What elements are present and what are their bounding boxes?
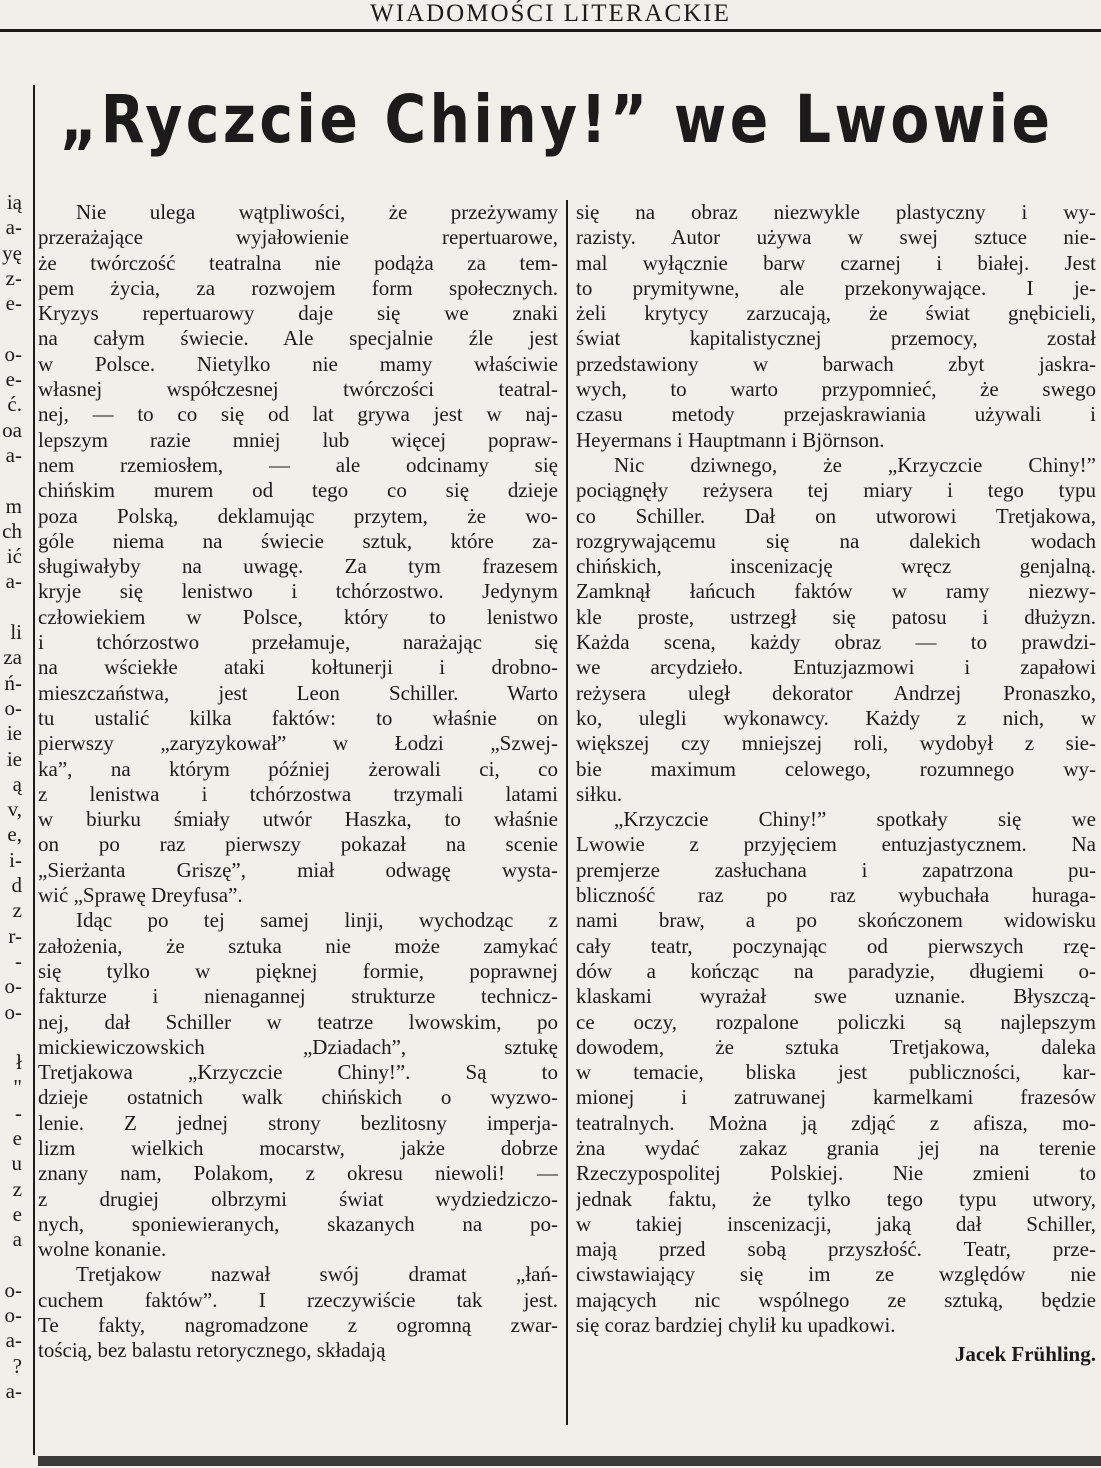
- margin-fragment: z: [12, 1176, 22, 1201]
- text-line: wolne konanie.: [38, 1237, 167, 1262]
- text-line: przerażające wyjałowienie repertuarowe,: [38, 225, 558, 250]
- text-line: się na obraz niezwykle plastyczny i wy-: [576, 200, 1096, 224]
- text-line: „Krzyczcie Chiny!” spotkały się we: [614, 807, 1096, 832]
- text-line: mają przed sobą przyszłość. Teatr, prze-: [576, 1237, 1096, 1262]
- text-line: Heyermans i Hauptmann i Björnson.: [576, 427, 885, 452]
- margin-fragment: [0, 1252, 22, 1277]
- text-line: razisty. Autor używa w swej sztuce nie-: [576, 225, 1096, 250]
- text-line: Nic dziwnego, że „Krzyczcie Chiny!”: [614, 452, 1096, 477]
- margin-fragment: ą: [12, 771, 22, 796]
- masthead: WIADOMOŚCI LITERACKIE: [370, 0, 731, 27]
- text-line: sługiwałyby na uwagę. Za tym frazesem: [38, 554, 558, 579]
- text-line: na wściekłe ataki kołtunerji i drobno-: [38, 655, 558, 680]
- text-line: Nie ulega wątpliwości, że przeżywamy: [76, 200, 558, 224]
- margin-fragment: ł: [16, 1050, 22, 1075]
- next-article-heading-fragment: [38, 1456, 1101, 1466]
- margin-fragment: e-: [5, 367, 22, 392]
- text-line: rozgrywającemu się na dalekich wodach: [576, 528, 1096, 553]
- text-line: nej, dał Schiller w teatrze lwowskim, po: [38, 1009, 558, 1034]
- margin-fragment: a: [12, 1227, 22, 1252]
- text-line: nej, — to co się od lat grywa jest w naj-: [38, 402, 558, 427]
- margin-fragment: [0, 1025, 22, 1050]
- text-line: kle proste, ustrzegł się patosu i dłużyzn.: [576, 604, 1096, 629]
- article-title: „Ryczcie Chiny!” we Lwowie: [60, 81, 1054, 158]
- text-line: mieszczaństwa, jest Leon Schiller. Warto: [38, 680, 558, 705]
- text-line: bie maximum celowego, rozumnego wy-: [576, 756, 1096, 781]
- margin-fragment: a-: [5, 1378, 22, 1403]
- text-line: pociągnęły reżysera tej miary i tego typu: [576, 478, 1096, 503]
- text-line: nych, sponiewieranych, skazanych na po-: [38, 1211, 558, 1236]
- text-line: lenie. Z jednej strony bezlitosny imperja-: [38, 1110, 558, 1135]
- text-line: czasu metody przejaskrawiania używali i: [576, 402, 1096, 427]
- text-line: dowodem, że sztuka Tretjakowa, daleka: [576, 1034, 1096, 1059]
- margin-fragment: e,: [7, 822, 22, 847]
- text-line: nem rzemiosłem, — ale odcinamy się: [38, 452, 558, 477]
- text-line: przedstawiony w barwach zbyt jaskra-: [576, 351, 1096, 376]
- margin-fragment: ń-: [4, 670, 22, 695]
- masthead-rule: [0, 29, 1101, 32]
- text-line: z lenistwa i tchórzostwa trzymali latami: [38, 781, 558, 806]
- text-line: tością, bez balastu retorycznego, składają: [38, 1338, 386, 1363]
- text-line: ko, ulegli wykonawcy. Każdy z nich, w: [576, 705, 1096, 730]
- text-line: w temacie, bliska jest publiczności, kar-: [576, 1060, 1096, 1085]
- text-line: Tretjakowa „Krzyczcie Chiny!”. Są to: [38, 1060, 558, 1085]
- margin-fragment: d: [11, 873, 22, 898]
- margin-fragment: o-: [4, 974, 22, 999]
- text-line: pierwszy „zaryzykował” w Łodzi „Szwej-: [38, 731, 558, 756]
- text-line: mionej i zatruwanej karmelkami frazesów: [576, 1085, 1096, 1110]
- column-rule-middle: [566, 200, 568, 1425]
- text-line: lepszym razie mniej lub więcej popraw-: [38, 427, 558, 452]
- text-line: fakturze i nienagannej strukturze technicz-: [38, 984, 558, 1009]
- margin-fragment: a-: [5, 1328, 22, 1353]
- text-line: Zamknął łańcuch faktów w ramy niezwy-: [576, 579, 1096, 604]
- text-line: tu ustalić kilka faktów: to właśnie on: [38, 705, 558, 730]
- text-line: cały teatr, poczynając od pierwszych rzę-: [576, 933, 1096, 958]
- margin-fragment: m: [5, 493, 22, 518]
- article-column-right: [576, 200, 1096, 1368]
- margin-fragment: ch: [2, 518, 22, 543]
- text-line: mających nic wspólnego ze sztuką, będzie: [576, 1287, 1096, 1312]
- text-line: na całym świecie. Ale specjalnie źle jest: [38, 326, 558, 351]
- text-line: znany nam, Polakom, z okresu niewoli! —: [38, 1161, 558, 1186]
- text-line: wych, to warto przypomnieć, że swego: [576, 377, 1096, 402]
- margin-fragment: z-: [5, 265, 22, 290]
- text-line: się tylko w pięknej formie, poprawnej: [38, 958, 558, 983]
- text-line: cuchem faktów”. I rzeczywiście tak jest.: [38, 1287, 558, 1312]
- margin-fragment: za: [3, 645, 22, 670]
- margin-fragment: o-: [4, 341, 22, 366]
- text-line: Każda scena, każdy obraz — to prawdzi-: [576, 630, 1096, 655]
- text-line: pem życia, za rozwojem form społecznych.: [38, 275, 558, 300]
- text-line: teatralnych. Można ją zdjąć z afisza, mo-: [576, 1110, 1096, 1135]
- text-line: chińskich, inscenizację wręcz genjalną.: [576, 554, 1096, 579]
- margin-fragment: a-: [5, 442, 22, 467]
- column-rule-left: [33, 85, 35, 1455]
- margin-fragment: li: [10, 620, 22, 645]
- author-signature: Jacek Frühling.: [954, 1342, 1096, 1367]
- margin-fragment: ie: [6, 746, 22, 771]
- text-line: mickiewiczowskich „Dziadach”, sztukę: [38, 1034, 558, 1059]
- text-line: Idąc po tej samej linji, wychodząc z: [76, 908, 558, 933]
- margin-fragment: -: [15, 1100, 22, 1125]
- text-line: klaskami wyrażał swe uznanie. Błyszczą-: [576, 984, 1096, 1009]
- margin-fragment: a-: [5, 215, 22, 240]
- text-line: on po raz pierwszy pokazał na scenie: [38, 832, 558, 857]
- text-line: lizm wielkich mocarstw, jakże dobrze: [38, 1135, 558, 1160]
- text-line: Lwowie z przyjęciem entuzjastycznem. Na: [576, 832, 1096, 857]
- text-line: człowiekiem w Polsce, który to lenistwo: [38, 604, 558, 629]
- margin-fragment: e: [12, 1125, 22, 1150]
- margin-fragment: ": [13, 1075, 22, 1100]
- text-line: że twórczość teatralna nie podąża za tem-: [38, 250, 558, 275]
- text-line: Rzeczypospolitej Polskiej. Nie zmieni to: [576, 1161, 1096, 1186]
- text-line: żeli krytycy zarzucają, że świat gnębicieli,: [576, 301, 1096, 326]
- text-line: ce oczy, rozpalone policzki są najlepszym: [576, 1009, 1096, 1034]
- text-line: żna wydać zakaz grania jej na terenie: [576, 1135, 1096, 1160]
- text-line: i tchórzostwo przełamuje, narażając się: [38, 630, 558, 655]
- text-line: reżysera uległ dekorator Andrzej Pronaszko,: [576, 680, 1096, 705]
- text-line: z drugiej olbrzymi świat wydziedziczo-: [38, 1186, 558, 1211]
- text-line: kryje się lenistwo i tchórzostwo. Jedynym: [38, 579, 558, 604]
- margin-fragment: yę: [2, 240, 22, 265]
- text-line: większej czy mniejszej roli, wydobył z sie-: [576, 731, 1096, 756]
- text-line: własnej współczesnej twórczości teatral-: [38, 377, 558, 402]
- margin-fragment: [0, 468, 22, 493]
- text-line: założenia, że sztuka nie może zamykać: [38, 933, 558, 958]
- text-line: siłku.: [576, 781, 623, 806]
- margin-fragment: r-: [8, 923, 22, 948]
- text-line: premjerze zasłuchana i zapatrzona pu-: [576, 857, 1096, 882]
- text-line: w takiej inscenizacji, jaką dał Schiller,: [576, 1211, 1096, 1236]
- text-line: we arcydzieło. Entuzjazmowi i zapałowi: [576, 655, 1096, 680]
- text-line: co Schiller. Dał on utworowi Tretjakowa,: [576, 503, 1096, 528]
- text-line: poza Polską, deklamując przytem, że wo-: [38, 503, 558, 528]
- margin-fragment: oa: [2, 417, 22, 442]
- margin-fragment: o-: [4, 999, 22, 1024]
- article-column-left: [38, 200, 558, 1364]
- text-line: ka”, na którym później żerowali ci, co: [38, 756, 558, 781]
- text-line: jednak faktu, że tylko tego typu utwory,: [576, 1186, 1096, 1211]
- text-line: góle niema na świecie sztuk, które za-: [38, 528, 558, 553]
- text-line: nami braw, a po skończonem widowisku: [576, 908, 1096, 933]
- text-line: mal wyłącznie barw czarnej i białej. Jest: [576, 250, 1096, 275]
- margin-fragment: ie: [6, 721, 22, 746]
- text-line: w Polsce. Nietylko nie mamy właściwie: [38, 351, 558, 376]
- margin-fragment: -: [15, 948, 22, 973]
- margin-fragment: ?: [12, 1353, 22, 1378]
- left-margin-fragments: [0, 190, 22, 1460]
- text-line: bliczność raz po raz wybuchała huraga-: [576, 883, 1096, 908]
- text-line: chińskim murem od tego co się dzieje: [38, 478, 558, 503]
- text-line: Kryzys repertuarowy daje się we znaki: [38, 301, 558, 326]
- text-line: „Sierżanta Griszę”, miał odwagę wysta-: [38, 857, 558, 882]
- margin-fragment: o-: [4, 695, 22, 720]
- margin-fragment: ią: [6, 190, 22, 214]
- text-line: Tretjakow nazwał swój dramat „łań-: [76, 1262, 558, 1287]
- margin-fragment: [0, 316, 22, 341]
- margin-fragment: ić: [6, 544, 22, 569]
- margin-fragment: [0, 595, 22, 620]
- margin-fragment: u: [11, 1151, 22, 1176]
- text-line: ciwstawiający się im ze względów nie: [576, 1262, 1096, 1287]
- margin-fragment: ć.: [7, 392, 22, 417]
- margin-fragment: e: [12, 1201, 22, 1226]
- margin-fragment: a-: [5, 569, 22, 594]
- text-line: wić „Sprawę Dreyfusa”.: [38, 883, 243, 908]
- margin-fragment: e-: [5, 291, 22, 316]
- margin-fragment: i-: [9, 847, 22, 872]
- margin-fragment: v,: [7, 797, 22, 822]
- text-line: w biurku śmiały utwór Haszka, to właśnie: [38, 807, 558, 832]
- text-line: się coraz bardziej chylił ku upadkowi.: [576, 1313, 896, 1338]
- text-line: to prymitywne, ale przekonywające. I je-: [576, 275, 1096, 300]
- margin-fragment: z: [12, 898, 22, 923]
- margin-fragment: o-: [4, 1277, 22, 1302]
- text-line: świat kapitalistycznej przemocy, został: [576, 326, 1096, 351]
- text-line: Te fakty, nagromadzone z ogromną zwar-: [38, 1313, 558, 1338]
- text-line: dów a kończąc na paradyzie, długiemi o-: [576, 958, 1096, 983]
- margin-fragment: o-: [4, 1303, 22, 1328]
- text-line: dzieje ostatnich walk chińskich o wyzwo-: [38, 1085, 558, 1110]
